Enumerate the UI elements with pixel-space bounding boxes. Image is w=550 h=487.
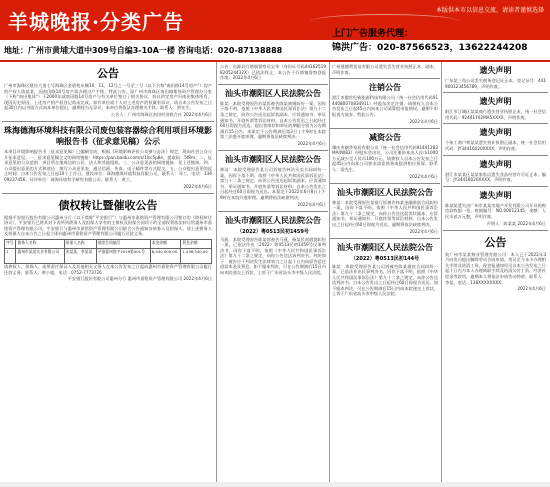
notice-sign: 2022年4月6日 — [409, 228, 438, 234]
notice-body: 林洁：本院受理原告某公司诉被告林洁买卖合同纠纷一案，因你下落不明，依照《中华人民共和国民事诉讼法》第九十二条之规定，向你公告送达起诉状副本、应诉通知书、举证通知书、开庭传票等诉讼材料。自本公告发出之日起经过60日即视为送达。本案定于2022年6月8日上午9时在本院开庭审理，逾期将依法缺席判决。 — [220, 166, 326, 200]
table-cell: 平银惠州贷字2019第001号 — [96, 248, 150, 263]
notice-block — [443, 187, 548, 231]
notice-block — [443, 62, 548, 93]
address-text: 地址：广州市黄埔大道中309号自编3-10A一楼 咨询电话：020-87138888 — [4, 46, 283, 55]
column-2 — [218, 62, 328, 484]
notice-block — [443, 156, 548, 187]
table-cell: 8,540,000.00 — [150, 248, 181, 263]
notice-title: 遗失声明 — [479, 97, 512, 107]
notice-title: 珠海德海环境科技有限公司废包装容器综合利用项目环境影响报告书（征求意见稿）公示 — [4, 125, 212, 146]
notice-title: 减资公告 — [369, 132, 401, 142]
notice-title: 遗失声明 — [479, 159, 512, 169]
notice-body: 本项目环境影响报告书（征求意见稿）已编制完成，根据《环境影响评价公众参与办法》规定，现向社会公众公开征求意见。一、征求意见稿全文的网络链接：https://pan.baidu.com/s/1lsc5p8e，提取码：5f8m。二、征求意见的公众范围：项目所在地周边的公民、法人和其他组织。三、公众意见表的网络链接：见上述链接。四、公众提出意见的方式和途径：填写公众意见表，通过信函、传真、电子邮件等方式提交。五、公众提出意见的起止时间：自本公告发布之日起10个工作日。建设单位：珠海德海环境科技有限公司，联系人：邓工，电话：13609237456。环评单位：珠海环境科学研究有限公司，联系人：黄工。 — [4, 148, 212, 182]
page-footer-strip — [0, 482, 550, 487]
notice-body: 肇庆市颐华家居有限公司（统一社会信用代码91441283MA4W82）经股东会决议，公司注册资本由人民币1000万元减少至人民币100万元，请债权人自本公告发布之日起45日内向本公司要求清偿债务或提供相应担保。联系人：梁先生。 — [332, 144, 438, 172]
notice-sign: 2022年4月6日 — [409, 118, 438, 124]
column-divider — [441, 62, 442, 484]
notice-body: 林某：本院受理原告某银行诉被告林某金融借款合同纠纷一案，因你下落不明，依照《中华人民共和国民事诉讼法》第九十二条之规定，向你公告送达起诉状副本、应诉通知书、举证通知书、开庭传票等诉讼材料。自本公告发出之日起经过60日即视为送达，逾期将依法缺席判决。 — [332, 199, 438, 227]
agent-contact: 锦洪广告：020-87566523，13622244208 — [332, 43, 528, 53]
masthead — [0, 0, 550, 40]
table-header-cell: 担保人名称 — [64, 239, 96, 248]
notice-body: 个体工商户黄某某遗失营业执照正副本，统一社会信用代码：JY34416020XXXX，声明作废。 — [445, 140, 546, 151]
notice-sign: 声明人：陈某某 2022年4月6日 — [486, 220, 546, 226]
notice-sign: 2022年4月6日 — [409, 173, 438, 179]
notice-block — [2, 122, 214, 194]
notice-title: 汕头市潮阳区人民法院公告 — [225, 154, 321, 164]
notice-block — [330, 79, 440, 128]
notice-title: 汕头市潮阳区人民法院公告 — [225, 88, 321, 98]
notice-body: 公告：东源县灯塔镇督察员宝华（身份证号码44162519820524432X）已依法终止，本公告于灯塔镇督察登报作废。2022年4月6日 — [220, 64, 326, 81]
table-header-cell: 借款合同编号 — [96, 239, 150, 248]
notice-title: 遗失声明 — [479, 66, 512, 75]
notice-body: 陈某：本院受理原告某公司诉被告陈某借款合同纠纷一案，已依法作出民事判决书，因你下落不明，依照《中华人民共和国民事诉讼法》第九十二条之规定，向你公告送达判决书。自本公告发出之日起经过60日即视为送达。如不服本判决，可在公告期满后15日内向本院递交上诉状，上诉于广东省汕头市中级人民法院。 — [332, 263, 438, 297]
table-cell: 惠州市某某实业有限公司 — [16, 248, 64, 263]
notice-body: 致广州市某某物业管理有限公司：本人已于2022年3月向贵司提出解除劳动合同申请，贵司至今未予办理相关手续及结清工资。现登报通知贵司自本公告发布之日起十日内为本人办理离职手续及结清欠付工资、经济补偿金等款项，逾期本人将依法申请劳动仲裁。联系人：李某，电话：138XXXXXXXX。 — [445, 251, 546, 285]
notice-block — [443, 231, 548, 296]
notice-body: 根据平安银行股份有限公司惠州分行（以下简称"平安银行"）与惠州市嘉铭资产管理有限公司签订的《债权转让协议》，平安银行已将其对下表所列债务人及担保人享有的主债权及担保合同项下的全部权利依法转让给惠州市嘉铭资产管理有限公司。平安银行与惠州市嘉铭资产管理有限公司联合公告通知各债务人及担保人，请上述债务人及担保人自本公告之日起立即向惠州市嘉铭资产管理有限公司履行还款义务。 — [4, 214, 212, 237]
table-header-row — [5, 239, 212, 248]
notice-body: 请债权人、担保人、连带责任保证人及其他相关义务人在本公告发布之日起向惠州市嘉铭资产管理有限公司履行还款义务。联系人：黄小姐，电话：0752-7773726 — [4, 263, 212, 275]
notice-block — [443, 124, 548, 155]
agent-label: 上门广告服务代理： — [332, 29, 414, 39]
notice-title: 汕头市潮阳区人民法院公告 — [337, 187, 433, 197]
notice-sign: 平安银行股份有限公司惠州分行 惠州市嘉铭资产管理有限公司 2022年4月6日 — [67, 276, 212, 282]
table-header-cell: 序号 — [5, 239, 16, 248]
notice-block — [330, 239, 440, 301]
notice-block — [218, 151, 328, 212]
notice-title: 公告 — [484, 235, 507, 249]
notice-block — [218, 212, 328, 279]
case-number: （2022）粤0513民初144号 — [350, 255, 420, 262]
notice-body: 湛江市某某区某某家私店遗失食品经营许可证正本，编号：JY34418020XXXX，声明作废。 — [445, 171, 546, 183]
table-header-cell: 债务人名称 — [16, 239, 64, 248]
notice-body: 广州建德利贸易有限公司遗失丢失营业执照正本、副本，声明作废。 — [332, 64, 438, 75]
notice-title: 汕头市潮阳区人民法院公告 — [225, 215, 321, 225]
notice-title: 债权转让暨催收公告 — [58, 198, 158, 212]
table-cell: 张某某、李某某 — [64, 248, 96, 263]
table-cell: 1,236,540.00 — [181, 248, 212, 263]
notice-block — [2, 194, 214, 286]
notice-body: 广东某三角公司丢失税务登记证正本，登记证号：441900123456789，声明作废。 — [445, 78, 546, 89]
notice-body: 陈某：本院受理原告苏某诉被告陈某离婚纠纷一案，因你下落不明，依照《中华人民共和国民事诉讼法》第九十二条之规定，向你公告送达起诉状副本、应诉通知书、举证通知书、开庭传票等诉讼材料。自本公告发出之日起经过60日即视为送达。提出答辩状和举证的期限分别为公告期满后15日内。本案定于公告期满后第3日上午9时在本院第三法庭开庭审理，逾期将依法缺席判决。 — [220, 100, 326, 140]
notice-title: 公告 — [97, 67, 119, 80]
notice-sign: 2022年4月6日 — [297, 140, 326, 146]
notice-title: 遗失声明 — [479, 128, 512, 138]
table-header-cell: 利息余额 — [181, 239, 212, 248]
notice-block — [443, 93, 548, 124]
case-number: （2022）粤0513民初1459号 — [237, 228, 309, 235]
notice-body: 湛江市傲世纪新能源科技有限公司（统一社会信用代码914408007083491L）经股东决定注销，请债权人自本公告发布之日起45日内向本公司清算组申报债权，逾期不申报视为放弃。特此公告。 — [332, 95, 438, 117]
table-cell: 1 — [5, 248, 16, 263]
notice-block — [218, 62, 328, 85]
notice-block — [330, 129, 440, 184]
notice-block — [218, 85, 328, 151]
notice-title: 汕头市潮阳区人民法院公告 — [337, 242, 433, 252]
notice-sign: 2022年4月6日 — [517, 286, 546, 292]
notice-block — [330, 184, 440, 239]
column-3 — [330, 62, 440, 484]
brand-title: 羊城晚报·分类广告 — [8, 10, 184, 34]
notice-title: 遗失声明 — [479, 190, 512, 200]
notice-block — [2, 62, 214, 122]
debt-table — [4, 239, 212, 264]
notice-body: 马燕：本院受理原告陈某诉被告马燕、杨某民间借贷纠纷一案，已依法作出（2022）粤0513民初1459号民事判决书，因你下落不明，依照《中华人民共和国民事诉讼法》第九十二条之规定，向你公告送达该判决书。判决如下：被告应于判决发生法律效力之日起十日内向原告偿还借款本金及利息。如不服本判决，可在公告期满后15日内向本院递交上诉状，上诉于广东省汕头市中级人民法院。 — [220, 236, 326, 276]
table-header-cell: 本金余额 — [150, 239, 181, 248]
masthead-note: 本版供本市以信息交流，请读者谨慎选择 — [435, 7, 544, 14]
notice-block — [330, 62, 440, 79]
notice-body: 广州市海珠区建设大道七号海珠区金碧苑东侧10、11、12号之一号至三号（以下合称"南田路14号房产"）房产的产权人陈某某，因南田路14号房产需办理过户手续，特此公告。原广州市海珠区南田路集体资产管理办公室（下称"南田集体"）于2000年就南田路14号房产与有关单位签订了相关协议，协议约定房产归南田集体所有。现因历史原因，上述房产的产权登记尚未完成。如有单位或个人对上述房产的权属有异议，请自本公告发布之日起30日内以书面方式向本单位提出，逾期视为无异议，本单位将依法办理相关手续。联系人：黄先生。 — [4, 83, 212, 111]
column-1 — [2, 62, 214, 484]
notice-body: 陈某某遗失由广州市某某房地产开发有限公司开具的购房款收据一张，收据编号：NO.00012345，金额：人民币贰万元整，声明作废。 — [445, 202, 546, 219]
notice-sign: 2022年4月6日 — [297, 201, 326, 207]
notice-sign: 2022年4月6日 — [183, 183, 212, 189]
table-row — [5, 248, 212, 263]
notice-sign: 公告人：广州市海珠区南田经济联合社 2022年4月6日 — [110, 111, 212, 117]
column-divider — [216, 62, 217, 484]
column-4 — [443, 62, 548, 484]
notice-body: 阳江市江城区某某商行遗失营业执照正本，统一社会信用代码：92441702MA5XXXX，声明作废。 — [445, 109, 546, 120]
notice-title: 注销公告 — [369, 83, 401, 93]
